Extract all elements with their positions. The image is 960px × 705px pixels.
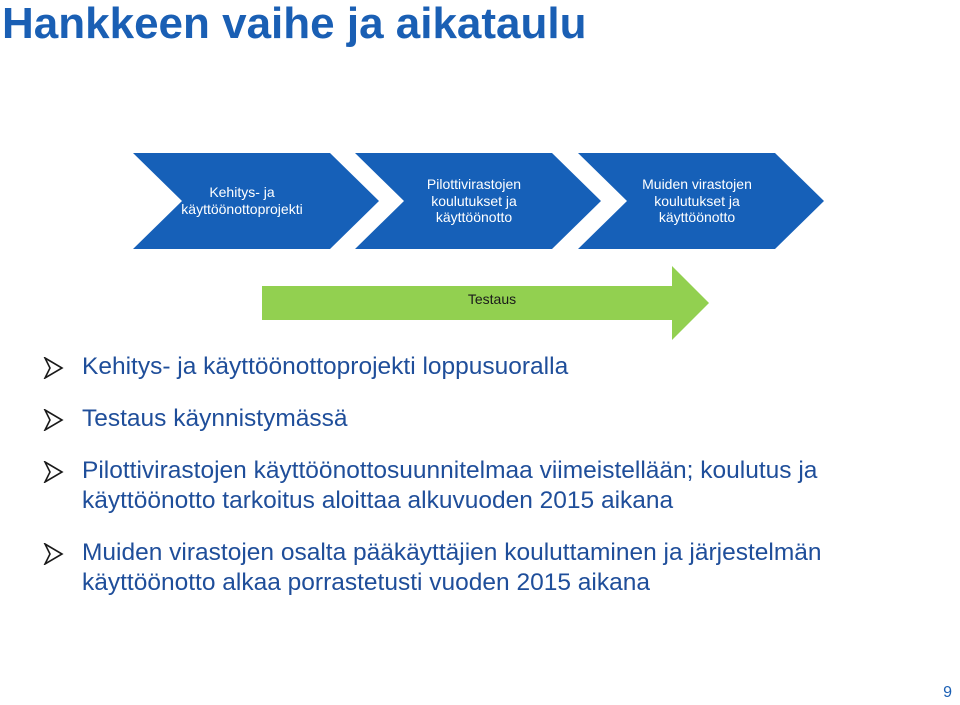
arrowhead-bullet-icon [42, 357, 64, 379]
phase-label: Pilottivirastojen koulutukset ja käyttöönotto [426, 176, 522, 226]
slide-title: Hankkeen vaihe ja aikataulu [2, 0, 587, 48]
page-number: 9 [943, 684, 952, 701]
phase-chevron-development [133, 153, 379, 249]
bullet-text: Pilottivirastojen käyttöönottosuunnitelmaa viimeistellään; koulutus ja käyttöönotto tarkoitus aloittaa alkuvuoden 2015 aikana [82, 457, 818, 514]
bullet-item [42, 352, 942, 382]
phase-chevron-other-agencies [578, 153, 824, 249]
bullet-item [42, 404, 942, 434]
arrowhead-bullet-icon [42, 543, 64, 565]
phase-label: Kehitys- ja käyttöönottoprojekti [181, 184, 303, 217]
testing-arrow [262, 266, 709, 340]
arrowhead-bullet-icon [42, 409, 64, 431]
phase-chevron-pilot [355, 153, 601, 249]
bullet-item [42, 456, 942, 516]
bullet-text: Kehitys- ja käyttöönottoprojekti loppusuoralla [82, 353, 569, 380]
arrowhead-bullet-icon [42, 461, 64, 483]
testing-label: Testaus [467, 291, 517, 307]
phase-label: Muiden virastojen koulutukset ja käyttöönotto [642, 176, 752, 226]
bullet-text: Muiden virastojen osalta pääkäyttäjien kouluttaminen ja järjestelmän käyttöönotto alkaa porrastetusti vuoden 2015 aikana [82, 539, 822, 596]
bullet-text: Testaus käynnistymässä [82, 405, 348, 432]
bullet-list [42, 352, 942, 598]
bullet-item [42, 538, 942, 598]
